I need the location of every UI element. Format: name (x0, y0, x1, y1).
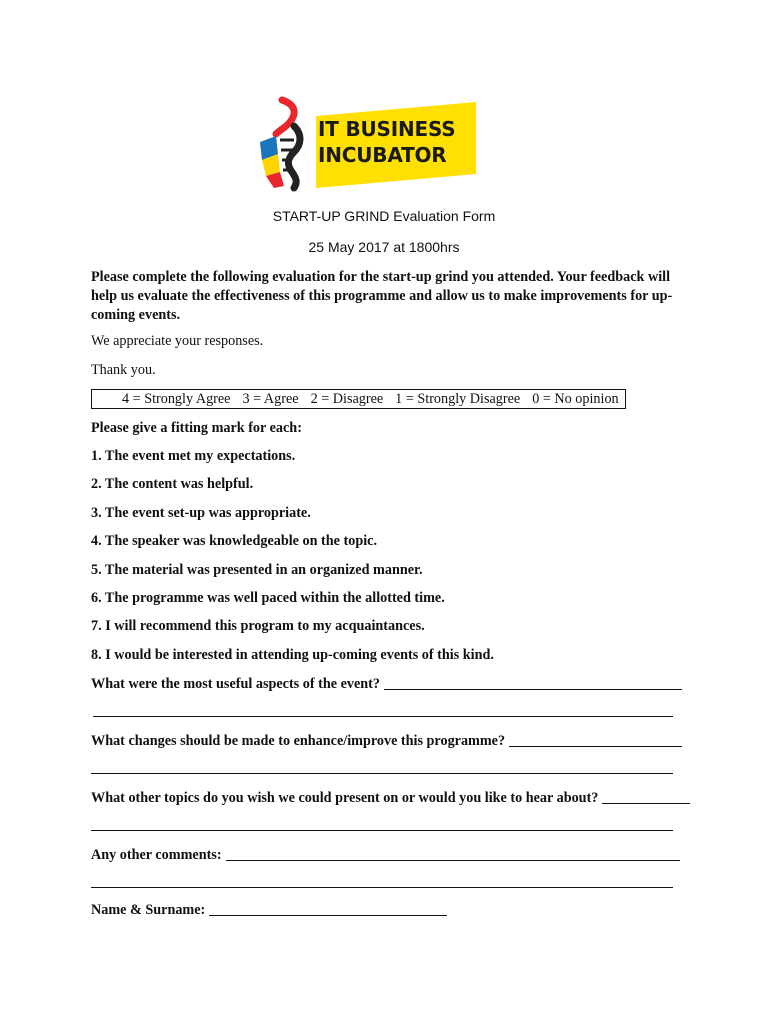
statement-5: 5. The material was presented in an organized manner. (91, 562, 423, 578)
scale-item-3: 3 = Agree (242, 390, 299, 407)
answer-line[interactable] (226, 859, 680, 861)
statement-2: 2. The content was helpful. (91, 476, 254, 492)
open-question-improvements (91, 733, 682, 750)
open-question-label: Any other comments: (91, 847, 222, 863)
open-question-label: What were the most useful aspects of the event? (91, 676, 380, 692)
answer-line[interactable] (91, 887, 673, 888)
form-title: START-UP GRIND Evaluation Form (272, 208, 496, 224)
scale-item-1: 1 = Strongly Disagree (395, 390, 521, 407)
logo-text-line2: INCUBATOR (318, 143, 447, 167)
open-question-other-topics (91, 790, 690, 807)
name-surname-line[interactable] (209, 914, 447, 916)
logo-text (316, 116, 476, 168)
open-question-label: What changes should be made to enhance/improve this programme? (91, 733, 506, 749)
dna-helix-icon (254, 96, 324, 196)
answer-line[interactable] (384, 688, 682, 690)
event-date: 25 May 2017 at 1800hrs (308, 239, 460, 255)
statement-4: 4. The speaker was knowledgeable on the topic. (91, 533, 378, 549)
thanks-text: Thank you. (91, 362, 156, 378)
name-surname-field (91, 902, 447, 919)
answer-line[interactable] (91, 830, 673, 831)
open-question-label: What other topics do you wish we could present on or would you like to hear about? (91, 790, 599, 806)
statement-1: 1. The event met my expectations. (91, 448, 296, 464)
appreciate-text: We appreciate your responses. (91, 333, 264, 349)
answer-line[interactable] (602, 802, 690, 804)
name-surname-label: Name & Surname: (91, 902, 206, 918)
answer-line[interactable] (509, 745, 682, 747)
intro-paragraph: Please complete the following evaluation for the start-up grind you attended. Your feedback will help us evaluate the effectiveness of this programme and allow us to make improvements for up-coming events. (91, 269, 673, 323)
statement-7: 7. I will recommend this program to my acquaintances. (91, 618, 425, 634)
answer-line[interactable] (91, 773, 673, 774)
it-business-incubator-logo (254, 96, 484, 196)
scale-item-4: 4 = Strongly Agree (122, 390, 231, 407)
statement-3: 3. The event set-up was appropriate. (91, 505, 311, 521)
rating-instruction: Please give a fitting mark for each: (91, 420, 302, 436)
statement-8: 8. I would be interested in attending up-coming events of this kind. (91, 647, 494, 663)
answer-line[interactable] (93, 716, 673, 717)
scale-item-0: 0 = No opinion (532, 390, 619, 407)
rating-scale-legend (91, 389, 626, 409)
logo-text-line1: IT BUSINESS (318, 117, 456, 141)
scale-item-2: 2 = Disagree (310, 390, 384, 407)
open-question-useful-aspects (91, 676, 682, 693)
statement-6: 6. The programme was well paced within the allotted time. (91, 590, 445, 606)
open-question-other-comments (91, 847, 680, 864)
